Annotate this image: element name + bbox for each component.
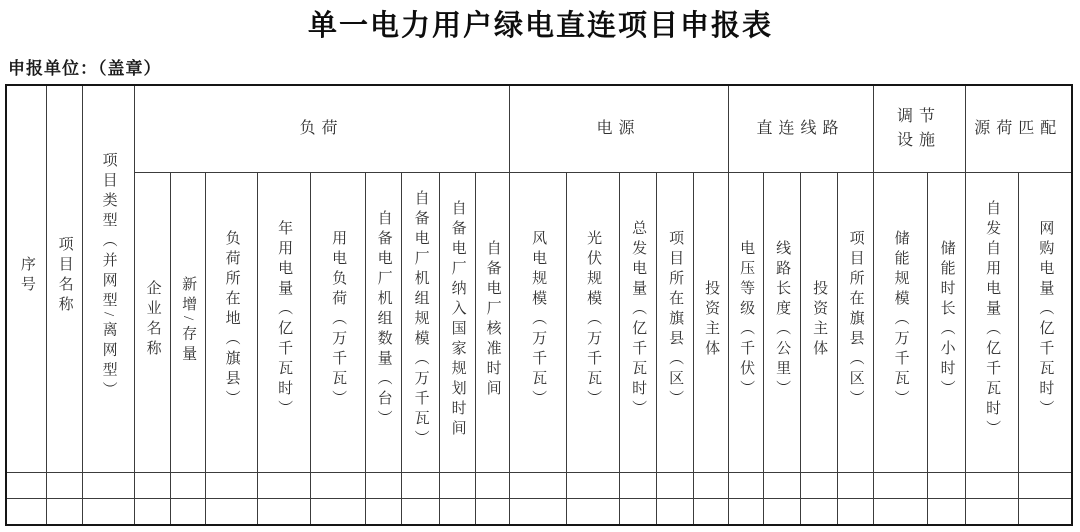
group-power-source: [509, 85, 728, 173]
col-captive-unit-scale-label: 自备电厂机组规模（万千瓦）: [412, 190, 429, 451]
col-enterprise-name: [134, 173, 170, 473]
col-grid-purchase-energy: [1018, 173, 1072, 473]
col-new-or-existing-label: 新增/存量: [180, 275, 197, 365]
data-cell: [310, 499, 365, 525]
col-electricity-load: [310, 173, 365, 473]
data-cell: [134, 499, 170, 525]
col-enterprise-name-label: 企业名称: [144, 280, 161, 361]
data-cell: [763, 473, 800, 499]
col-project-type-label: 项目类型（并网型/离网型）: [100, 151, 117, 401]
col-line-investor-label: 投资主体: [811, 280, 828, 361]
col-captive-plan-time-label: 自备电厂纳入国家规划时间: [449, 200, 466, 441]
col-captive-unit-count: [365, 173, 401, 473]
data-cell: [401, 499, 439, 525]
col-wind-scale: [509, 173, 566, 473]
data-cell: [873, 473, 927, 499]
data-cell: [509, 473, 566, 499]
data-cell: [475, 499, 509, 525]
col-storage-duration: [927, 173, 965, 473]
data-cell: [927, 473, 965, 499]
data-cell: [46, 499, 82, 525]
group-direct-line-label: 直连线路: [756, 119, 845, 137]
data-cell: [365, 499, 401, 525]
col-source-project-location-label: 项目所在旗县（区）: [667, 230, 684, 411]
col-captive-approval-time: [475, 173, 509, 473]
col-serial-number: [6, 85, 46, 473]
data-cell: [693, 473, 728, 499]
data-cell: [257, 473, 310, 499]
col-captive-unit-scale: [401, 173, 439, 473]
data-cell: [800, 473, 837, 499]
col-total-generation: [619, 173, 656, 473]
data-cell: [763, 499, 800, 525]
data-cell: [619, 499, 656, 525]
col-wind-scale-label: 风电规模（万千瓦）: [530, 230, 547, 411]
data-cell: [800, 499, 837, 525]
col-self-use-energy-label: 自发自用电量（亿千瓦时）: [984, 200, 1001, 441]
data-cell: [873, 499, 927, 525]
data-cell: [728, 473, 763, 499]
data-cell: [6, 473, 46, 499]
data-cell: [205, 499, 257, 525]
group-regulation-facility-label: 调节设施: [897, 107, 942, 149]
col-pv-scale-label: 光伏规模（万千瓦）: [585, 230, 602, 411]
data-cell: [619, 473, 656, 499]
group-load: [134, 85, 509, 173]
data-cell: [509, 499, 566, 525]
group-source-load-matching: [965, 85, 1072, 173]
col-pv-scale: [566, 173, 619, 473]
group-direct-line: [728, 85, 873, 173]
group-source-load-matching-label: 源荷匹配: [974, 119, 1063, 137]
data-cell: [365, 473, 401, 499]
col-source-project-location: [656, 173, 693, 473]
data-cell: [401, 473, 439, 499]
group-regulation-facility: [873, 85, 965, 173]
data-cell: [1018, 499, 1072, 525]
col-line-project-location-label: 项目所在旗县（区）: [847, 230, 864, 411]
data-cell: [310, 473, 365, 499]
col-annual-consumption: [257, 173, 310, 473]
data-cell: [656, 473, 693, 499]
data-cell: [82, 499, 134, 525]
data-cell: [475, 473, 509, 499]
col-electricity-load-label: 用电负荷（万千瓦）: [330, 230, 347, 411]
col-line-investor: [800, 173, 837, 473]
data-cell: [82, 473, 134, 499]
data-cell: [439, 499, 475, 525]
data-cell: [170, 499, 205, 525]
data-cell: [927, 499, 965, 525]
page-title: 单一电力用户绿电直连项目申报表: [307, 10, 773, 42]
col-source-investor-label: 投资主体: [703, 280, 720, 361]
col-load-location-label: 负荷所在地（旗县）: [223, 230, 240, 411]
data-cell: [837, 499, 873, 525]
col-line-project-location: [837, 173, 873, 473]
col-project-name-label: 项目名称: [56, 236, 73, 317]
declarant-label: 申报单位：（盖章）: [8, 58, 162, 78]
data-cell: [257, 499, 310, 525]
data-cell: [837, 473, 873, 499]
col-total-generation-label: 总发电量（亿千瓦时）: [630, 220, 647, 421]
application-table: [5, 84, 1073, 526]
col-source-investor: [693, 173, 728, 473]
group-load-label: 负荷: [299, 119, 344, 137]
col-line-length-label: 线路长度（公里）: [774, 240, 791, 401]
col-serial-number-label: 序号: [18, 256, 35, 297]
data-cell: [566, 499, 619, 525]
data-cell: [728, 499, 763, 525]
col-project-name: [46, 85, 82, 473]
col-voltage-level: [728, 173, 763, 473]
col-captive-plan-time: [439, 173, 475, 473]
col-storage-scale-label: 储能规模（万千瓦）: [892, 230, 909, 411]
group-power-source-label: 电源: [596, 119, 641, 137]
col-captive-unit-count-label: 自备电厂机组数量（台）: [375, 210, 392, 431]
col-annual-consumption-label: 年用电量（亿千瓦时）: [276, 220, 293, 421]
col-project-type: [82, 85, 134, 473]
table-row: [6, 473, 1072, 499]
data-cell: [965, 499, 1018, 525]
col-load-location: [205, 173, 257, 473]
col-voltage-level-label: 电压等级（千伏）: [738, 240, 755, 401]
col-captive-approval-time-label: 自备电厂核准时间: [484, 240, 501, 401]
data-cell: [965, 473, 1018, 499]
data-cell: [205, 473, 257, 499]
col-storage-duration-label: 储能时长（小时）: [938, 240, 955, 401]
col-self-use-energy: [965, 173, 1018, 473]
data-cell: [1018, 473, 1072, 499]
data-cell: [566, 473, 619, 499]
data-cell: [6, 499, 46, 525]
table-row: [6, 499, 1072, 525]
col-line-length: [763, 173, 800, 473]
data-cell: [170, 473, 205, 499]
col-storage-scale: [873, 173, 927, 473]
data-cell: [656, 499, 693, 525]
data-cell: [439, 473, 475, 499]
data-cell: [693, 499, 728, 525]
data-cell: [134, 473, 170, 499]
col-new-or-existing: [170, 173, 205, 473]
data-cell: [46, 473, 82, 499]
col-grid-purchase-energy-label: 网购电量（亿千瓦时）: [1037, 220, 1054, 421]
